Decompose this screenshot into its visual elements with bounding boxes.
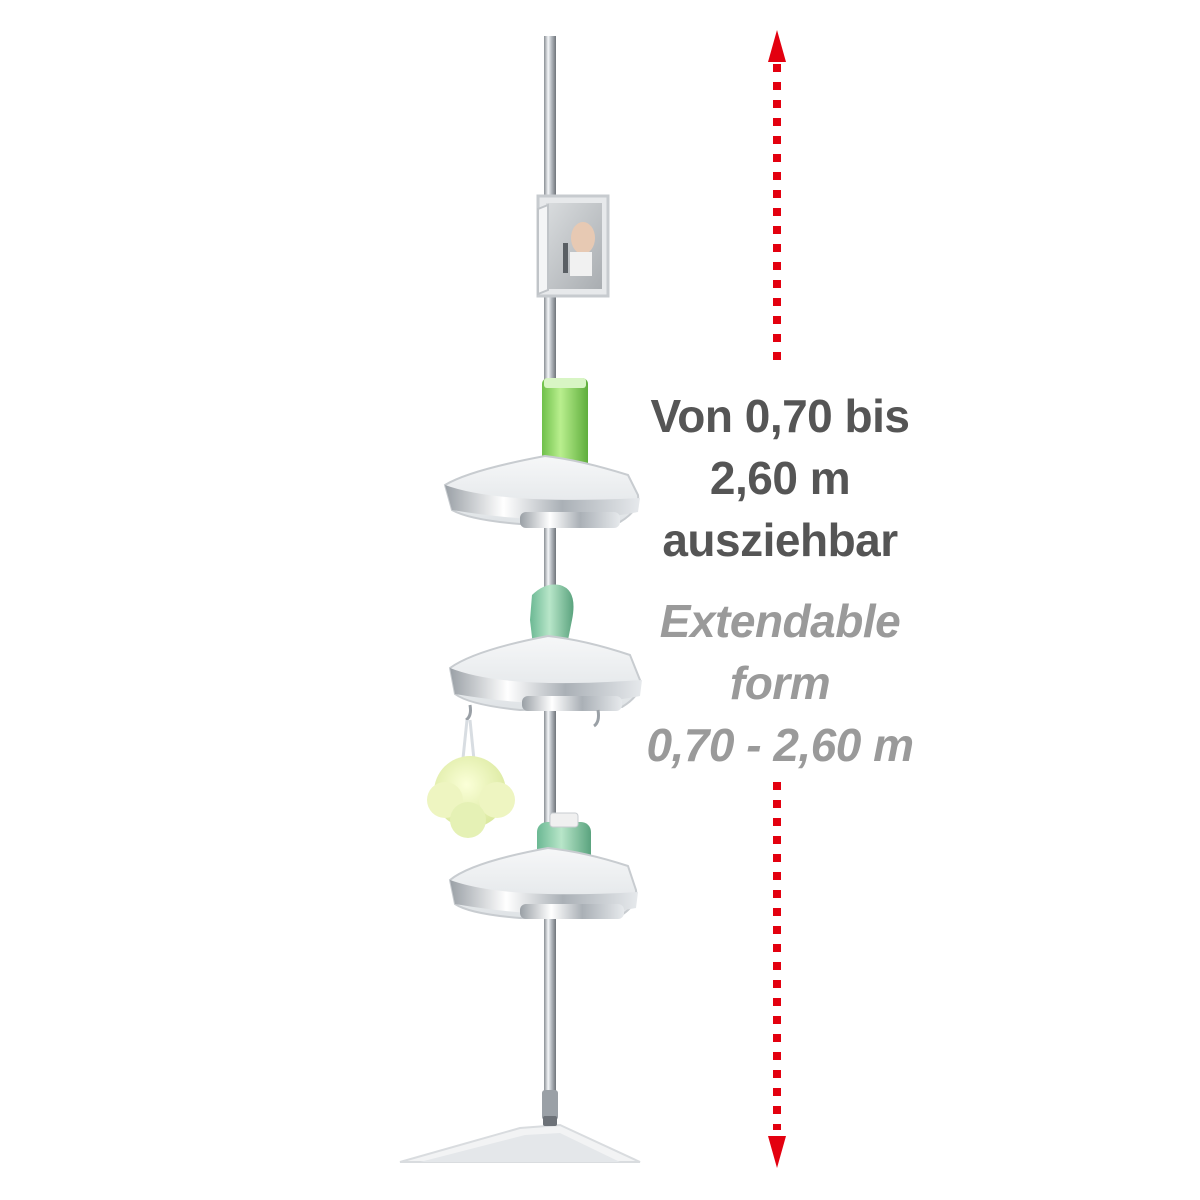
- english-line-2: form: [729, 657, 831, 709]
- arrow-down-head-icon: [768, 1136, 786, 1168]
- english-line-3: 0,70 - 2,60 m: [646, 719, 914, 771]
- german-caption: [560, 385, 1000, 571]
- english-line-1: Extendable: [659, 595, 901, 647]
- shower-tray: [400, 1125, 640, 1162]
- german-line-3: ausziehbar: [662, 514, 898, 566]
- shaving-mirror: [538, 196, 608, 296]
- english-caption: [560, 590, 1000, 776]
- german-line-2: 2,60 m: [709, 452, 851, 504]
- bath-sponge: [427, 720, 515, 838]
- arrow-up-head-icon: [768, 30, 786, 62]
- german-line-1: Von 0,70 bis: [650, 390, 910, 442]
